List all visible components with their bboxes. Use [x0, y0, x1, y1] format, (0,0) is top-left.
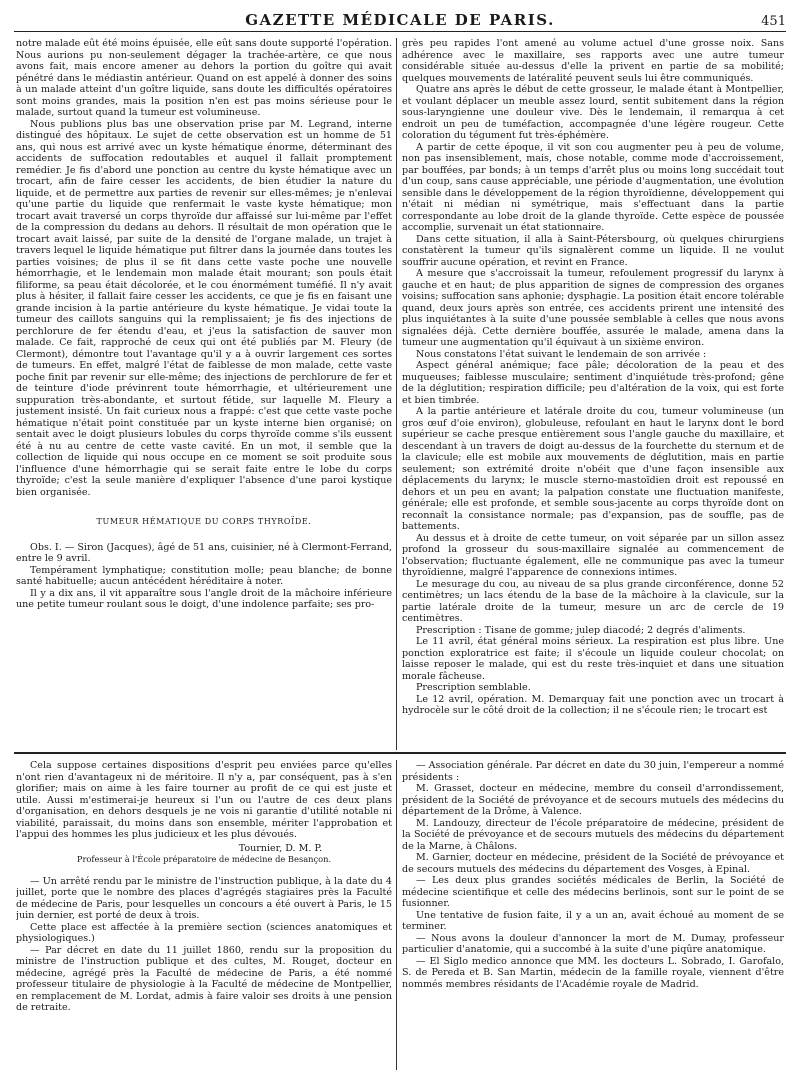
page-header: [14, 6, 786, 32]
news-item: M. Landouzy, directeur de l'école préparatoire de médecine, président de la Société de prévoyance et de secours mutuels des médecins du département de la Marne, à Châlons.: [402, 817, 784, 852]
paragraph: A partir de cette époque, il vit son cou augmenter peu à peu de volume, non pas insensiblement, mais, chose notable, comme mode d'accroissement, par bouffées, par bonds; à un temps d'arrêt plus ou moins long succédait tout d'un coup, sans cause appréciable, une période d'augmentation, une évolution sensible dans le développement de la région thyroïdienne, développement qui n'était ni médian ni symétrique, mais s'effectuant dans la partie correspondante au lobe droit de la glande thyroïde. Cette espèce de poussée accomplie, survenait un état stationnaire.: [402, 141, 784, 233]
news-item: — Un arrêté rendu par le ministre de l'instruction publique, à la date du 4 juillet, porte que le nombre des places d'agrégés stagiaires près la Faculté de médecine de Paris, pour lesquelles un concours a été ouvert à Paris, le 15 juin dernier, est porté de deux à trois.: [16, 875, 392, 921]
paragraph: Quatre ans après le début de cette grosseur, le malade étant à Montpellier, et voulant déplacer un meuble assez lourd, sentit subitement dans la région sous-laryngienne une douleur vive. Dès le lendemain, il remarqua à cet endroit un peu de tuméfaction, accompagnée d'une légère rougeur. Cette coloration du tégument fut très-éphémère.: [402, 84, 784, 141]
paragraph: Il y a dix ans, il vit apparaître sous l'angle droit de la mâchoire inférieure une petite tumeur roulant sous le doigt, d'une indolence parfaite; ses pro-: [16, 587, 392, 610]
news-item: — El Siglo medico annonce que MM. les docteurs L. Sobrado, I. Garofalo, S. de Pereda et B. San Martin, médecin de la famille royale, viennent d'être nommés membres résidants de l'Académie royale de Madrid.: [402, 955, 784, 990]
paragraph: Tempérament lymphatique; constitution molle; peau blanche; de bonne santé habituelle; aucun antécédent héréditaire à noter.: [16, 564, 392, 587]
column-divider: [396, 760, 397, 1070]
page-number: 451: [761, 14, 786, 29]
paragraph: Dans cette situation, il alla à Saint-Pétersbourg, où quelques chirurgiens constatèrent la tumeur qu'ils signalèrent comme un liquide. Il ne voulut souffrir aucune opération, et revint en France.: [402, 233, 784, 268]
section-heading: TUMEUR HÉMATIQUE DU CORPS THYROÏDE.: [96, 517, 312, 526]
paragraph: Le 12 avril, opération. M. Demarquay fait une ponction avec un trocart à hydrocèle sur le côté droit de la collection; il ne s'écoule rien; le trocart est: [402, 693, 784, 716]
news-item: — Par décret en date du 11 juillet 1860, rendu sur la proposition du ministre de l'instruction publique et des cultes, M. Rouget, docteur en médecine, agrégé près la Faculté de médecine de Paris, a été nommé professeur titulaire de physiologie à la Faculté de médecine de Montpellier, en remplacement de M. Lordat, admis à faire valoir ses droits à une pension de retraite.: [16, 944, 392, 1013]
paragraph: Prescription semblable.: [416, 682, 531, 693]
article-column-left: [16, 38, 392, 748]
news-item: — Les deux plus grandes sociétés médicales de Berlin, la Société de médecine scientifique et celle des médecins berlinois, sont sur le point de se fusionner.: [402, 875, 784, 909]
section-divider: [14, 752, 786, 754]
paragraph: Le 11 avril, état général moins sérieux. La respiration est plus libre. Une ponction exploratrice est faite; il s'écoule un liquide couleur chocolat; on laisse reposer le malade, qui est du reste très-inquiet et dans une situation morale fâcheuse.: [402, 636, 784, 682]
journal-title: GAZETTE MÉDICALE DE PARIS.: [245, 11, 555, 29]
paragraph: Cela suppose certaines dispositions d'esprit peu enviées parce qu'elles n'ont rien d'avantageux ni de méritoire. Il n'y a, par conséquent, pas à s'en glorifier; mais on aime à les faire tourner au profit de ce qui est juste et utile. Aussi m'estimerai-je heureux si l'un ou l'autre de ces deux plans d'organisation, en dehors desquels je ne vois ni garantie d'utilité notable ni viabilité, paraissait, du moins dans son ensemble, mériter l'approbation et l'appui des hommes les plus judicieux et les plus dévoués.: [16, 760, 392, 840]
paragraph: Aspect général anémique; face pâle; décoloration de la peau et des muqueuses; faiblesse musculaire; sentiment d'inquiétude très-profond; gêne de la déglutition; respiration difficile; peu d'altération de la voix, qui est forte et bien timbrée.: [402, 360, 784, 406]
column-divider: [396, 38, 397, 750]
news-column-right: [402, 760, 784, 1070]
paragraph: Prescription : Tisane de gomme; julep diacodé; 2 degrés d'aliments.: [416, 624, 746, 636]
news-item: M. Grasset, docteur en médecine, membre du conseil d'arrondissement, président de la Société de prévoyance et de secours mutuels des médecins du département de la Drôme, à Valence.: [402, 783, 784, 817]
paragraph: A la partie antérieure et latérale droite du cou, tumeur volumineuse (un gros œuf d'oie environ), globuleuse, refoulant en haut le larynx dont le bord supérieur se cache presque entièrement sous l'angle gauche du maxillaire, et descendant à un travers de doigt au-dessus de la fourchette du sternum et de la clavicule; elle est mobile aux mouvements de déglutition, mais en partie seulement; son extrémité droite n'obéit que d'une façon insensible aux déplacements du larynx; le muscle sterno-mastoïdien droit est repoussé en dehors et un peu en avant; la palpation constate une fluctuation manifeste, générale; elle est profonde, et semble sous-jacente au corps thyroïde dont on reconnaît la consistance normale; pas d'expansion, pas de souffle, pas de battements.: [402, 406, 784, 532]
news-item: — Nous avons la douleur d'annoncer la mort de M. Dumay, professeur particulier d'anatomie, qui a succombé à la suite d'une piqûre anatomique.: [402, 932, 784, 955]
paragraph: grès peu rapides l'ont amené au volume actuel d'une grosse noix. Sans adhérence avec le maxillaire, ses rapports avec une autre tumeur considérable située au-dessus d'elle la privent en partie de sa mobilité; quelques mouvements de latéralité peuvent seuls lui être communiqués.: [402, 38, 784, 84]
news-item: — Association générale. Par décret en date du 30 juin, l'empereur a nommé présidents :: [402, 760, 784, 783]
author-signature: Tournier, D. M. P.: [238, 842, 322, 854]
author-title: Professeur à l'École préparatoire de médecine de Besançon.: [76, 854, 332, 864]
paragraph: notre malade eût été moins épuisée, elle eût sans doute supporté l'opération. Nous aurions pu non-seulement dégager la trachée-artère, ce que nous avons fait, mais encore amener au dehors la portion du goître qui avait pénétré dans le médiastin antérieur. Quand on est appelé à donner des soins à un malade atteint d'un goître liquide, sans doute les difficultés opératoires sont moins grandes, mais la position n'en est pas moins sérieuse pour le malade, surtout quand la tumeur est volumineuse.: [16, 38, 392, 118]
paragraph: Le mesurage du cou, au niveau de sa plus grande circonférence, donne 52 centimètres; un lacs étendu de la base de la mâchoire à la clavicule, sur la partie latérale droite de la tumeur, mesure un arc de cercle de 19 centimètres.: [402, 578, 784, 624]
news-item: Cette place est affectée à la première section (sciences anatomiques et physiologiques.): [16, 921, 392, 944]
observation-heading: Obs. I. — Siron (Jacques), âgé de 51 ans, cuisinier, né à Clermont-Ferrand, entre le 9 avril.: [16, 541, 392, 564]
news-column-left: [16, 760, 392, 1070]
paragraph: Nous publions plus bas une observation prise par M. Legrand, interne distingué des hôpitaux. Le sujet de cette observation est un homme de 51 ans, qui nous est arrivé avec un kyste hématique énorme, déterminant des accidents de suffocation redoutables et auquel il fallait promptement remédier. Je fis d'abord une ponction au centre du kyste hématique avec un trocart, afin de faire cesser les accidents, de bien étudier la nature du liquide, et de permettre aux parties de revenir sur elles-mêmes; je n'enlevai qu'une partie du liquide que renfermait le vaste kyste hématique; mon trocart avait traversé un corps thyroïde dur affaissé sur lui-même par l'effet de la compression du dedans au dehors. Il résultait de mon opération que le trocart avait laissé, par suite de la densité de l'organe malade, un trajet à travers lequel le liquide hématique put filtrer dans la journée dans toutes les parties voisines; de plus il se fit dans cette vaste poche une nouvelle hémorrhagie, et le lendemain mon malade était mourant; son pouls était filiforme, sa peau était décolorée, et le cou énormément tuméfié. Il n'y avait plus à hésiter, il fallait faire cesser les accidents, ce que je fis en faisant une grande incision à la partie antérieure du kyste hématique. Je vidai toute la tumeur des caillots sanguins qui la remplissaient; je fis des injections de perchlorure de fer étendu d'eau, et j'eus la satisfaction de sauver mon malade. Ce fait, rapproché de ceux qui ont été publiés par M. Fleury (de Clermont), démontre tout l'avantage qu'il y a à ouvrir largement ces sortes de tumeurs. En effet, malgré l'état de faiblesse de mon malade, cette vaste poche finit par revenir sur elle-même; des injections de perchlorure de fer et de teinture d'iode prévinrent toute hémorrhagie, et ultérieurement une suppuration très-abondante, et surtout fétide, sur laquelle M. Fleury a justement insisté. Un fait curieux nous a frappé: c'est que cette vaste poche hématique n'était point constituée par un kyste interne bien organisé; on sentait avec le doigt plusieurs lobules du corps thyroïde comme s'ils eussent été à nu au centre de cette vaste cavité. En un mot, il semble que la collection de liquide qui nous occupe en ce moment se soit produite sous l'influence d'une hémorrhagie qui se serait faite entre le lobe du corps thyroïde; c'est la seule manière d'expliquer l'absence d'une paroi kystique bien organisée.: [16, 118, 392, 498]
news-item: M. Garnier, docteur en médecine, président de la Société de prévoyance et de secours mutuels des médecins du département des Vosges, à Epinal.: [402, 852, 784, 875]
news-item: Une tentative de fusion faite, il y a un an, avait échoué au moment de se terminer.: [402, 909, 784, 932]
article-column-right: [402, 38, 784, 748]
paragraph: A mesure que s'accroissait la tumeur, refoulement progressif du larynx à gauche et en haut; de plus apparition de signes de compression des organes voisins; suffocation sans aphonie; dysphagie. La position était encore tolérable quand, deux jours après son entrée, ces accidents prirent une intensité des plus inquiétantes à la suite d'une poussée semblable à celles que nous avons signalées déjà. Cette dernière bouffée, assurée le malade, amena dans la tumeur une augmentation qu'il équivaut à un sixième environ.: [402, 268, 784, 348]
paragraph: Nous constatons l'état suivant le lendemain de son arrivée :: [416, 348, 707, 360]
paragraph: Au dessus et à droite de cette tumeur, on voit séparée par un sillon assez profond la grosseur du sous-maxillaire signalée au commencement de l'observation; fluctuante également, elle ne communique pas avec la tumeur thyroïdienne, malgré l'apparence de connexions intimes.: [402, 532, 784, 578]
